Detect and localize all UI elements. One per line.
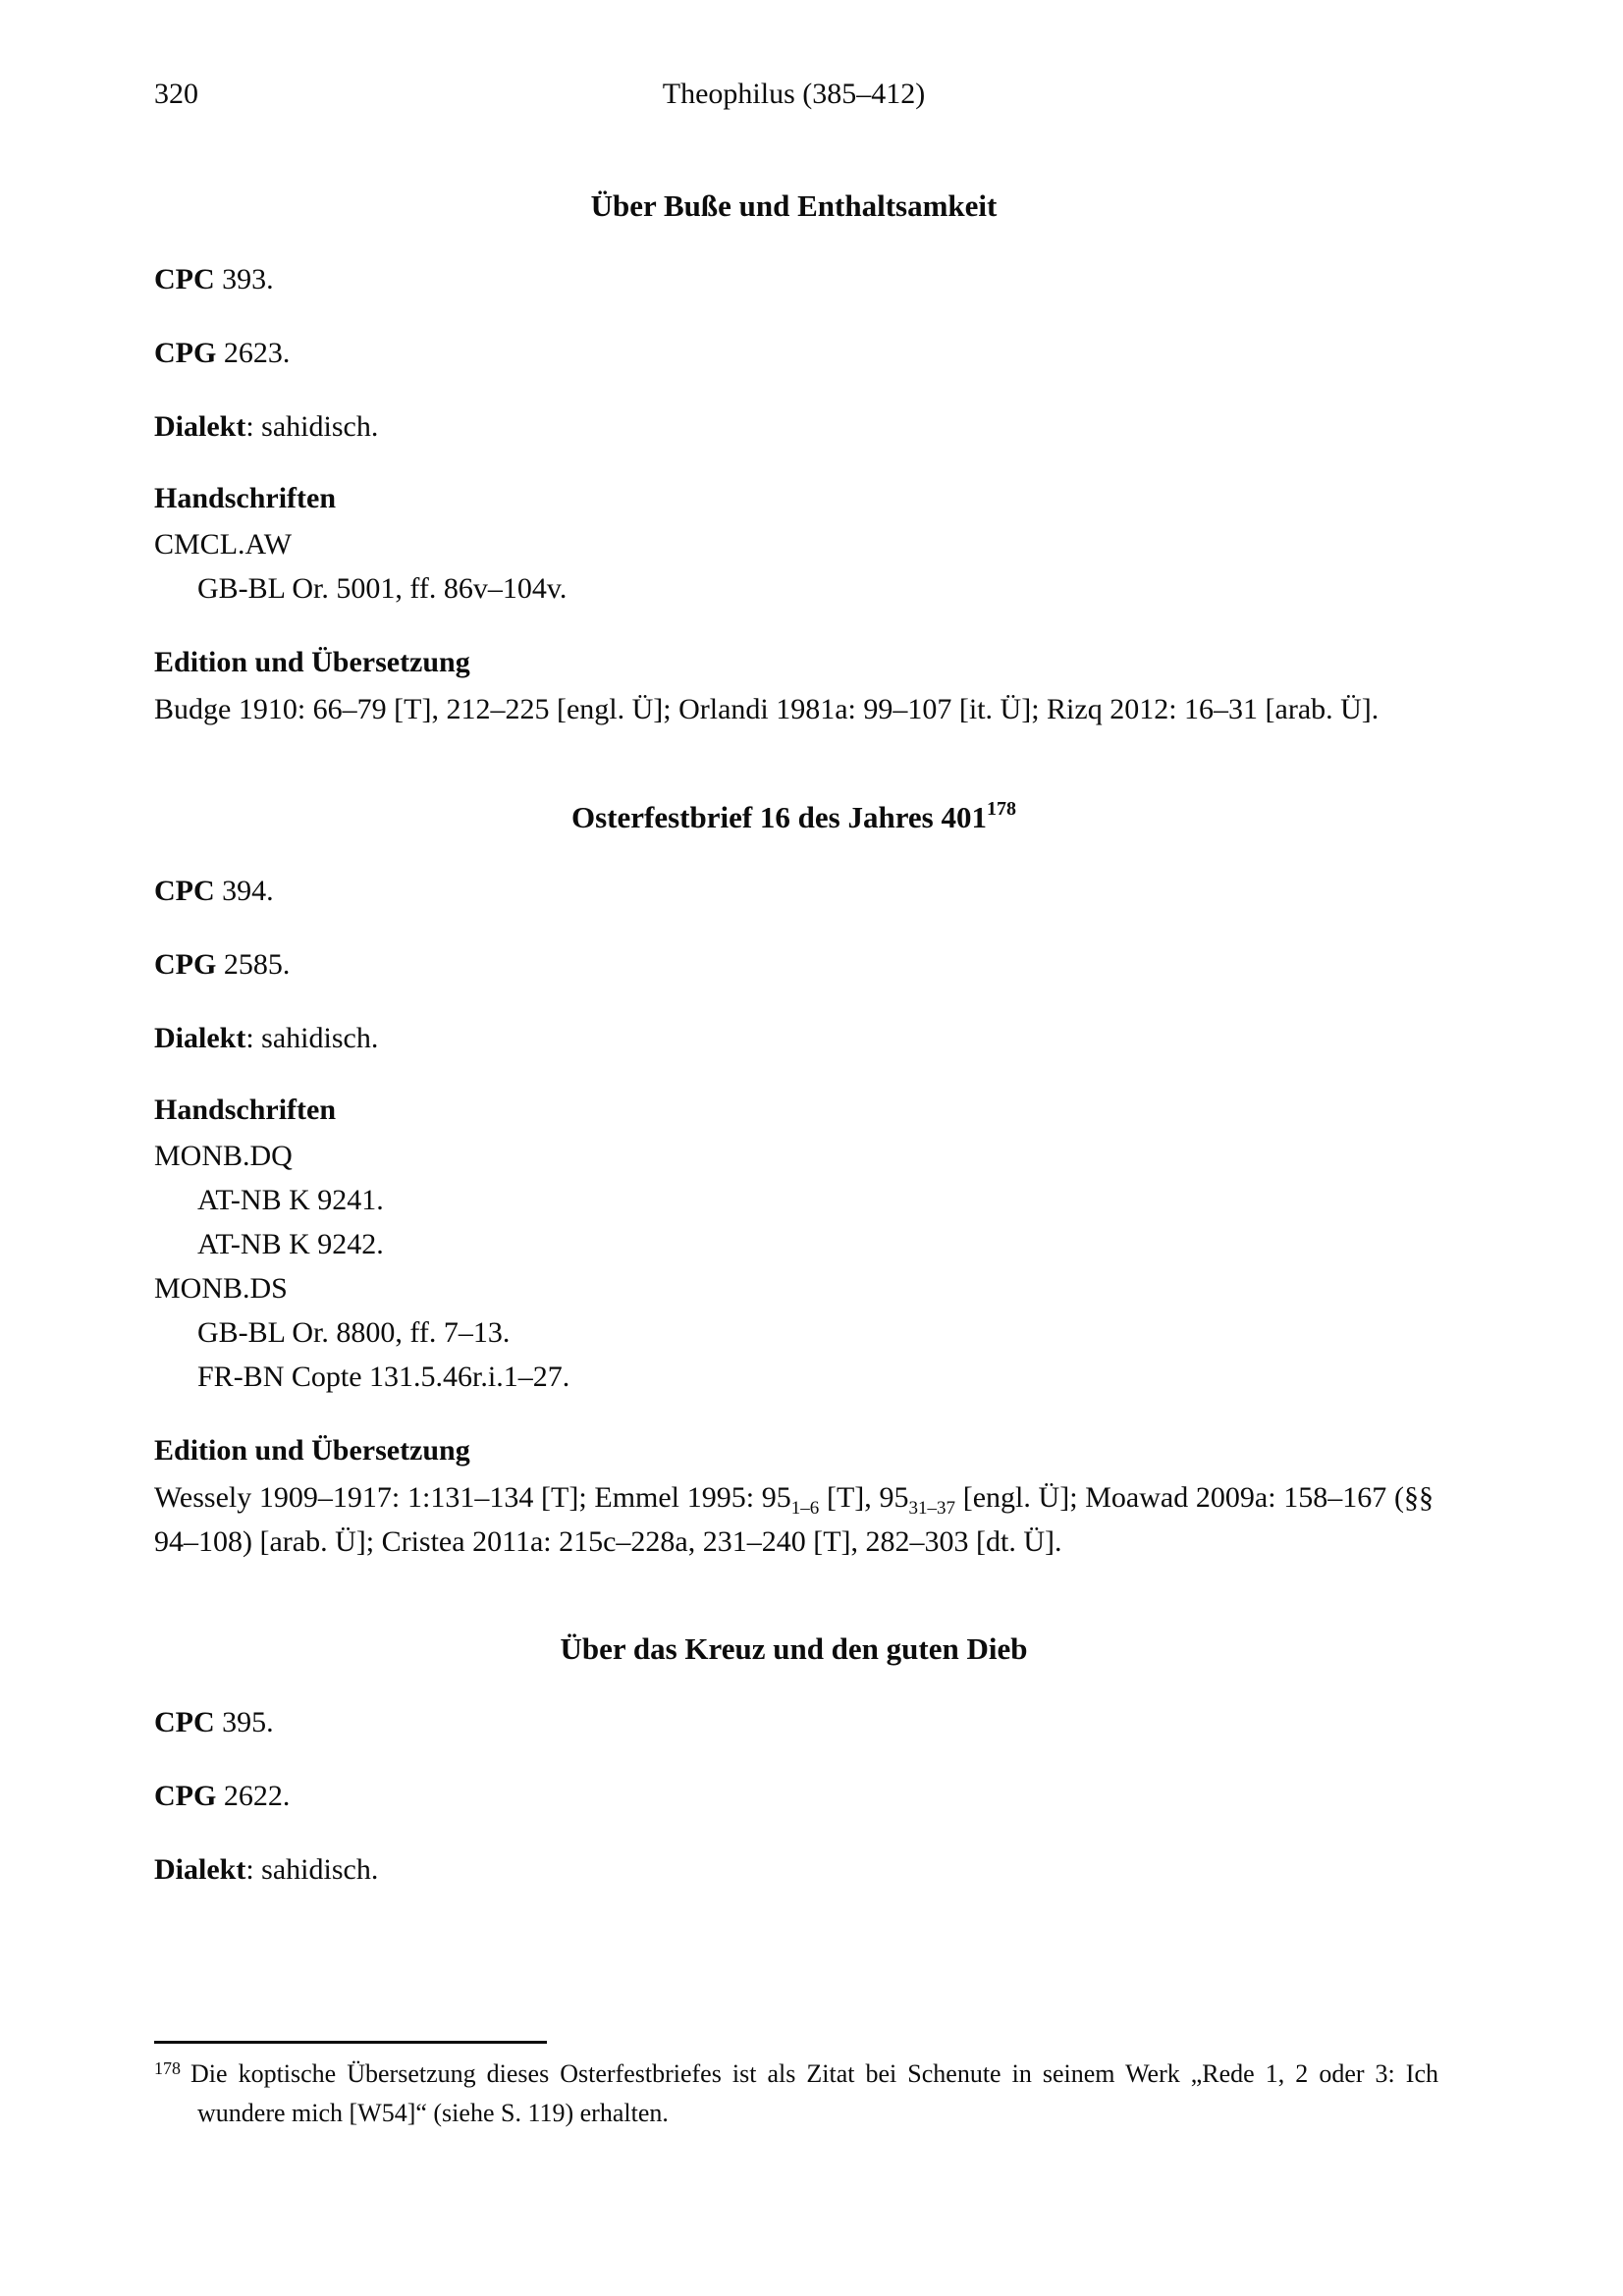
cpc-line (154, 869, 1434, 913)
manuscript-line: AT-NB K 9241. (197, 1184, 384, 1216)
manuscript-line: FR-BN Copte 131.5.46r.i.1–27. (197, 1361, 570, 1393)
cpc-value: 395. (214, 1706, 274, 1738)
dialekt-label: Dialekt (154, 1022, 246, 1054)
manuscript-line: MONB.DS (154, 1272, 288, 1305)
cpg-label: CPG (154, 948, 217, 981)
footnote-rule (154, 2041, 547, 2044)
cpg-label: CPG (154, 337, 217, 369)
dialekt-line (154, 404, 1434, 449)
subscript-text: 1–6 (790, 1498, 820, 1519)
cpg-value: 2622. (216, 1780, 291, 1812)
manuscript-line: AT-NB K 9242. (197, 1228, 384, 1260)
dialekt-value: : sahidisch. (245, 1853, 379, 1886)
text-run: Wessely 1909–1917: 1:131–134 [T]; Emmel 1995: 95 (154, 1481, 791, 1514)
dialekt-label: Dialekt (154, 410, 246, 443)
text-run: Über das Kreuz und den guten Dieb (560, 1631, 1028, 1666)
text-run: Osterfestbrief 16 des Jahres 401 (570, 800, 987, 834)
dialekt-label: Dialekt (154, 1853, 246, 1886)
cpc-label: CPC (154, 263, 215, 295)
manuscript-line: MONB.DQ (154, 1140, 293, 1172)
manuscripts-list (154, 522, 1434, 611)
handschriften-heading: Handschriften (154, 1094, 337, 1126)
cpg-line (154, 942, 1434, 987)
manuscripts-list (154, 1134, 1434, 1399)
superscript-ref: 178 (154, 2058, 181, 2078)
dialekt-line (154, 1016, 1434, 1060)
section-title (154, 184, 1434, 228)
section-title (154, 795, 1434, 839)
cpg-value: 2623. (216, 337, 291, 369)
running-header: Theophilus (385–412) (662, 78, 926, 110)
text-run: Budge 1910: 66–79 [T], 212–225 [engl. Ü]; Orlandi 1981a: 99–107 [it. Ü]; Rizq 2012: 16–31 [arab. Ü]. (154, 693, 1380, 725)
edition-paragraph (154, 687, 1434, 731)
cpg-line (154, 1774, 1434, 1818)
cpc-line (154, 1700, 1434, 1744)
cpc-value: 393. (214, 263, 274, 295)
dialekt-value: : sahidisch. (245, 410, 379, 443)
cpg-line (154, 331, 1434, 375)
cpc-label: CPC (154, 1706, 215, 1738)
text-run: Die koptische Übersetzung dieses Osterfestbriefes ist als Zitat bei Schenute in seinem Werk „Rede 1, 2 oder 3: Ich wundere mich [W54]“ (siehe S. 119) erhalten. (190, 2059, 1438, 2127)
dialekt-line (154, 1847, 1434, 1892)
handschriften-heading: Handschriften (154, 482, 337, 514)
dialekt-value: : sahidisch. (245, 1022, 379, 1054)
text-block (154, 72, 1434, 1892)
cpc-line (154, 257, 1434, 301)
edition-paragraph (154, 1475, 1434, 1564)
cpc-value: 394. (214, 875, 274, 907)
text-run: [engl. Ü]; Moawad 2009a: 158–167 (§§ 94–108) [arab. Ü]; Cristea 2011a: 215c–228a, 231–240 [T], 282–303 [dt. Ü]. (154, 1481, 1434, 1558)
section-title (154, 1627, 1434, 1671)
manuscript-line: GB-BL Or. 5001, ff. 86v–104v. (197, 572, 568, 605)
edition-heading: Edition und Übersetzung (154, 1434, 470, 1467)
text-run: Über Buße und Enthaltsamkeit (590, 188, 998, 223)
cpc-label: CPC (154, 875, 215, 907)
superscript-ref: 178 (987, 798, 1016, 820)
manuscript-line: CMCL.AW (154, 528, 293, 561)
cpg-label: CPG (154, 1780, 217, 1812)
footnote-text (154, 2055, 1438, 2133)
footnote-area (154, 2041, 1438, 2133)
edition-heading: Edition und Übersetzung (154, 646, 470, 678)
manuscript-line: GB-BL Or. 8800, ff. 7–13. (197, 1316, 511, 1349)
subscript-text: 31–37 (908, 1498, 955, 1519)
cpg-value: 2585. (216, 948, 291, 981)
text-run: [T], 95 (819, 1481, 909, 1514)
page-number: 320 (154, 78, 198, 110)
page-header (154, 72, 1434, 116)
